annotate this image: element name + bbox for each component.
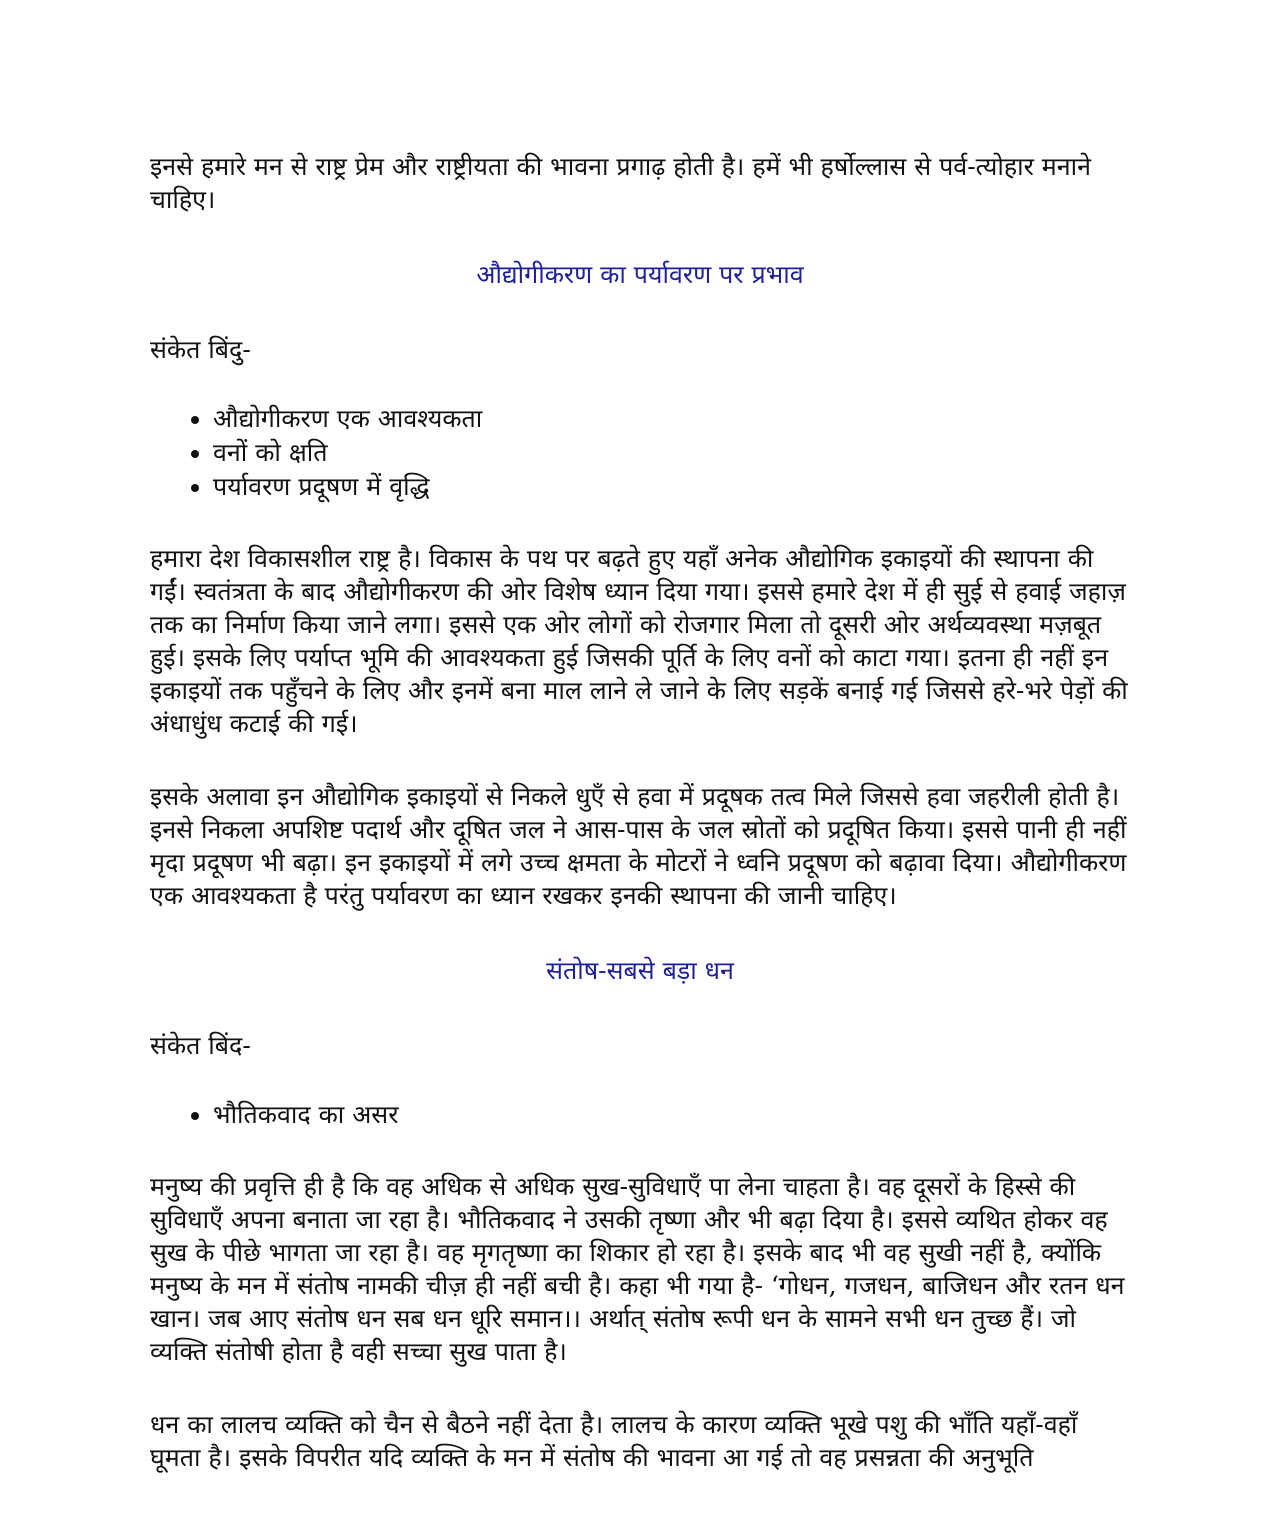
hint-point: • पर्यावरण प्रदूषण में वृद्धि: [213, 470, 1130, 504]
spacer: [150, 740, 1130, 780]
hint-point: • भौतिकवाद का असर: [213, 1098, 1130, 1132]
spacer: [150, 216, 1130, 258]
body-paragraph: मनुष्य की प्रवृत्ति ही है कि वह अधिक से अधिक सुख-सुविधाएँ पा लेना चाहता है। वह दूसरों के हिस्से की सुविधाएँ अपना बनाता जा रहा है। भौतिकवाद ने उसकी तृष्णा और भी बढ़ा दिया है। इससे व्यथित होकर वह सुख के पीछे भागता जा रहा है। वह मृगतृष्णा का शिकार हो रहा है। इसके बाद भी वह सुखी नहीं है, क्योंकि मनुष्य के मन में संतोष नामकी चीज़ ही नहीं बची है। कहा भी गया है- ‘गोधन, गजधन, बाजिधन और रतन धन खान। जब आए संतोष धन सब धन धूरि समान।। अर्थात् संतोष रूपी धन के सामने सभी धन तुच्छ हैं। जो व्यक्ति संतोषी होता है वही सच्चा सुख पाता है।: [150, 1172, 1125, 1366]
body-paragraph: धन का लालच व्यक्ति को चैन से बैठने नहीं देता है। लालच के कारण व्यक्ति भूखे पशु की भाँति यहाँ-वहाँ घूमता है। इसके विपरीत यदि व्यक्ति के मन में संतोष की भावना आ गई तो वह प्रसन्नता की अनुभूति: [150, 1410, 1078, 1472]
spacer: [150, 912, 1130, 954]
spacer: [150, 1132, 1130, 1170]
section-title-industrialization: औद्योगीकरण का पर्यावरण पर प्रभाव: [476, 260, 804, 289]
hint-points-list: [150, 1098, 1130, 1132]
intro-paragraph: इनसे हमारे मन से राष्ट्र प्रेम और राष्ट्रीयता की भावना प्रगाढ़ होती है। हमें भी हर्षोल्लास से पर्व-त्योहार मनाने चाहिए।: [150, 152, 1091, 214]
spacer: [150, 1062, 1130, 1098]
hint-label: संकेत बिंदु-: [150, 335, 251, 364]
spacer: [150, 366, 1130, 402]
body-paragraph: हमारा देश विकासशील राष्ट्र है। विकास के पथ पर बढ़ते हुए यहाँ अनेक औद्योगिक इकाइयों की स्थापना की गईं। स्वतंत्रता के बाद औद्योगीकरण की ओर विशेष ध्यान दिया गया। इससे हमारे देश में ही सुई से हवाई जहाज़ तक का निर्माण किया जाने लगा। इससे एक ओर लोगों को रोजगार मिला तो दूसरी ओर अर्थव्यवस्था मज़बूत हुई। इसके लिए पर्याप्त भूमि की आवश्यकता हुई जिसकी पूर्ति के लिए वनों को काटा गया। इतना ही नहीं इन इकाइयों तक पहुँचने के लिए और इनमें बना माल लाने ले जाने के लिए सड़कें बनाई गई जिससे हरे-भरे पेड़ों की अंधाधुंध कटाई की गई।: [150, 544, 1128, 738]
section-title-contentment: संतोष-सबसे बड़ा धन: [546, 956, 734, 985]
hint-point: • वनों को क्षति: [213, 436, 1130, 470]
spacer: [150, 291, 1130, 333]
hint-point: • औद्योगीकरण एक आवश्यकता: [213, 402, 1130, 436]
spacer: [150, 987, 1130, 1029]
document-page: [150, 150, 1130, 1474]
spacer: [150, 504, 1130, 542]
hint-label: संकेत बिंद-: [150, 1031, 251, 1060]
body-paragraph: इसके अलावा इन औद्योगिक इकाइयों से निकले धुएँ से हवा में प्रदूषक तत्व मिले जिससे हवा जहरीली होती है। इनसे निकला अपशिष्ट पदार्थ और दूषित जल ने आस-पास के जल स्रोतों को प्रदूषित किया। इससे पानी ही नहीं मृदा प्रदूषण भी बढ़ा। इन इकाइयों में लगे उच्च क्षमता के मोटरों ने ध्वनि प्रदूषण को बढ़ावा दिया। औद्योगीकरण एक आवश्यकता है परंतु पर्यावरण का ध्यान रखकर इनकी स्थापना की जानी चाहिए।: [150, 782, 1127, 910]
spacer: [150, 1368, 1130, 1408]
hint-points-list: [150, 402, 1130, 504]
